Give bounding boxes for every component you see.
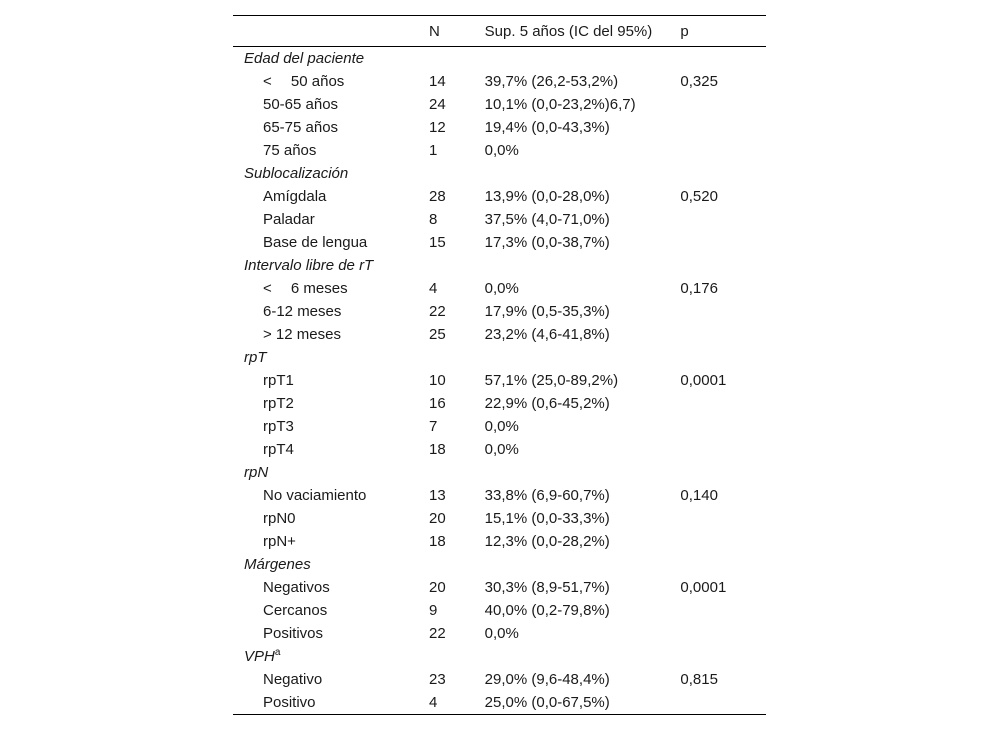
- group-row: [233, 162, 766, 185]
- row-n: 23: [429, 671, 446, 688]
- table-row: [233, 484, 766, 507]
- row-label: rpT2: [263, 395, 294, 412]
- row-label: rpT1: [263, 372, 294, 389]
- row-n: 14: [429, 73, 446, 90]
- row-n: 1: [429, 142, 438, 159]
- row-survival: 23,2% (4,6-41,8%): [484, 326, 610, 343]
- group-title: rpT: [244, 349, 267, 366]
- row-p: [680, 415, 766, 438]
- table-row: [233, 116, 766, 139]
- row-label: Cercanos: [263, 602, 328, 619]
- table-row: [233, 622, 766, 645]
- row-p: [680, 208, 766, 231]
- header-row: [233, 16, 766, 47]
- row-p: 0,140: [680, 487, 718, 504]
- group-title-cell: [233, 461, 766, 484]
- group-title: Márgenes: [244, 556, 311, 573]
- group-row: [233, 461, 766, 484]
- row-n: 20: [429, 510, 446, 527]
- row-n: 28: [429, 188, 446, 205]
- table-row: [233, 668, 766, 691]
- row-p: 0,0001: [680, 372, 727, 389]
- row-survival: 33,8% (6,9-60,7%): [484, 487, 610, 504]
- row-n: 10: [429, 372, 446, 389]
- survival-table: [233, 15, 766, 715]
- group-row: [233, 254, 766, 277]
- row-n: 25: [429, 326, 446, 343]
- row-n: 22: [429, 303, 446, 320]
- header-p: p: [680, 22, 689, 40]
- row-n: 4: [429, 694, 438, 711]
- group-title-cell: [233, 254, 766, 277]
- row-survival: 13,9% (0,0-28,0%): [484, 188, 610, 205]
- row-p: [680, 530, 766, 553]
- row-label: Negativos: [263, 579, 330, 596]
- row-p: [680, 622, 766, 645]
- row-survival: 19,4% (0,0-43,3%): [484, 119, 610, 136]
- row-p: 0,0001: [680, 579, 727, 596]
- table-row: [233, 392, 766, 415]
- row-n: 7: [429, 418, 438, 435]
- row-label: 75 años: [263, 142, 317, 159]
- footnote-marker: a: [274, 647, 281, 658]
- survival-table-container: [233, 15, 766, 715]
- table-row: [233, 277, 766, 300]
- row-survival: 12,3% (0,0-28,2%): [484, 533, 610, 550]
- table-row: [233, 93, 766, 116]
- row-label: < 50 años: [263, 73, 345, 90]
- table-row: [233, 300, 766, 323]
- group-title-cell: [233, 162, 766, 185]
- row-label: rpN0: [263, 510, 296, 527]
- table-row: [233, 231, 766, 254]
- group-title-cell: [233, 645, 766, 668]
- group-title-cell: [233, 553, 766, 576]
- row-survival: 30,3% (8,9-51,7%): [484, 579, 610, 596]
- row-n: 9: [429, 602, 438, 619]
- row-p: [680, 231, 766, 254]
- row-p: [680, 116, 766, 139]
- row-label: Positivos: [263, 625, 324, 642]
- row-label: rpT3: [263, 418, 294, 435]
- row-label: > 12 meses: [263, 326, 341, 343]
- table-body: [233, 47, 766, 715]
- group-title-cell: [233, 346, 766, 369]
- row-survival: 39,7% (26,2-53,2%): [484, 73, 619, 90]
- row-label: No vaciamiento: [263, 487, 367, 504]
- table-row: [233, 185, 766, 208]
- row-label: Paladar: [263, 211, 315, 228]
- header-survival: Sup. 5 años (IC del 95%): [484, 22, 653, 40]
- table-row: [233, 438, 766, 461]
- row-p: [680, 599, 766, 622]
- row-n: 18: [429, 441, 446, 458]
- group-row: [233, 47, 766, 71]
- row-survival: 37,5% (4,0-71,0%): [484, 211, 610, 228]
- row-survival: 0,0%: [484, 142, 519, 159]
- row-label: 65-75 años: [263, 119, 339, 136]
- row-survival: 29,0% (9,6-48,4%): [484, 671, 610, 688]
- row-n: 13: [429, 487, 446, 504]
- row-p: [680, 392, 766, 415]
- row-survival: 17,3% (0,0-38,7%): [484, 234, 610, 251]
- row-label: Amígdala: [263, 188, 327, 205]
- row-p: [680, 691, 766, 715]
- row-survival: 0,0%: [484, 280, 519, 297]
- row-n: 15: [429, 234, 446, 251]
- table-row: [233, 415, 766, 438]
- group-row: [233, 553, 766, 576]
- group-title-cell: [233, 47, 766, 71]
- row-survival: 0,0%: [484, 441, 519, 458]
- group-row: [233, 645, 766, 668]
- row-label: rpT4: [263, 441, 294, 458]
- table-row: [233, 323, 766, 346]
- row-p: [680, 93, 766, 116]
- row-n: 8: [429, 211, 438, 228]
- row-p: [680, 323, 766, 346]
- table-row: [233, 70, 766, 93]
- row-survival: 0,0%: [484, 418, 519, 435]
- row-label: Positivo: [263, 694, 316, 711]
- row-n: 12: [429, 119, 446, 136]
- row-survival: 10,1% (0,0-23,2%)6,7): [484, 96, 636, 113]
- table-row: [233, 691, 766, 715]
- header-variable: [233, 16, 429, 47]
- row-p: 0,176: [680, 280, 718, 297]
- row-label: Negativo: [263, 671, 323, 688]
- header-n: N: [429, 22, 440, 40]
- row-p: [680, 438, 766, 461]
- row-survival: 25,0% (0,0-67,5%): [484, 694, 610, 711]
- table-row: [233, 208, 766, 231]
- row-n: 18: [429, 533, 446, 550]
- row-n: 20: [429, 579, 446, 596]
- row-n: 16: [429, 395, 446, 412]
- group-title: VPH: [244, 648, 275, 665]
- row-p: 0,325: [680, 73, 718, 90]
- table-header: [233, 16, 766, 47]
- group-title: rpN: [244, 464, 269, 481]
- row-label: 50-65 años: [263, 96, 339, 113]
- group-title: Edad del paciente: [244, 50, 365, 67]
- group-row: [233, 346, 766, 369]
- row-label: < 6 meses: [263, 280, 348, 297]
- table-row: [233, 139, 766, 162]
- row-p: [680, 300, 766, 323]
- row-label: rpN+: [263, 533, 296, 550]
- row-label: Base de lengua: [263, 234, 368, 251]
- row-survival: 0,0%: [484, 625, 519, 642]
- row-survival: 57,1% (25,0-89,2%): [484, 372, 619, 389]
- table-row: [233, 576, 766, 599]
- row-n: 22: [429, 625, 446, 642]
- table-row: [233, 599, 766, 622]
- row-survival: 17,9% (0,5-35,3%): [484, 303, 610, 320]
- table-row: [233, 530, 766, 553]
- group-title: Intervalo libre de rT: [244, 257, 374, 274]
- row-survival: 22,9% (0,6-45,2%): [484, 395, 610, 412]
- group-title: Sublocalización: [244, 165, 349, 182]
- row-p: 0,815: [680, 671, 718, 688]
- row-p: [680, 139, 766, 162]
- row-p: [680, 507, 766, 530]
- row-p: 0,520: [680, 188, 718, 205]
- row-label: 6-12 meses: [263, 303, 342, 320]
- row-n: 24: [429, 96, 446, 113]
- row-survival: 15,1% (0,0-33,3%): [484, 510, 610, 527]
- row-survival: 40,0% (0,2-79,8%): [484, 602, 610, 619]
- row-n: 4: [429, 280, 438, 297]
- table-row: [233, 369, 766, 392]
- table-row: [233, 507, 766, 530]
